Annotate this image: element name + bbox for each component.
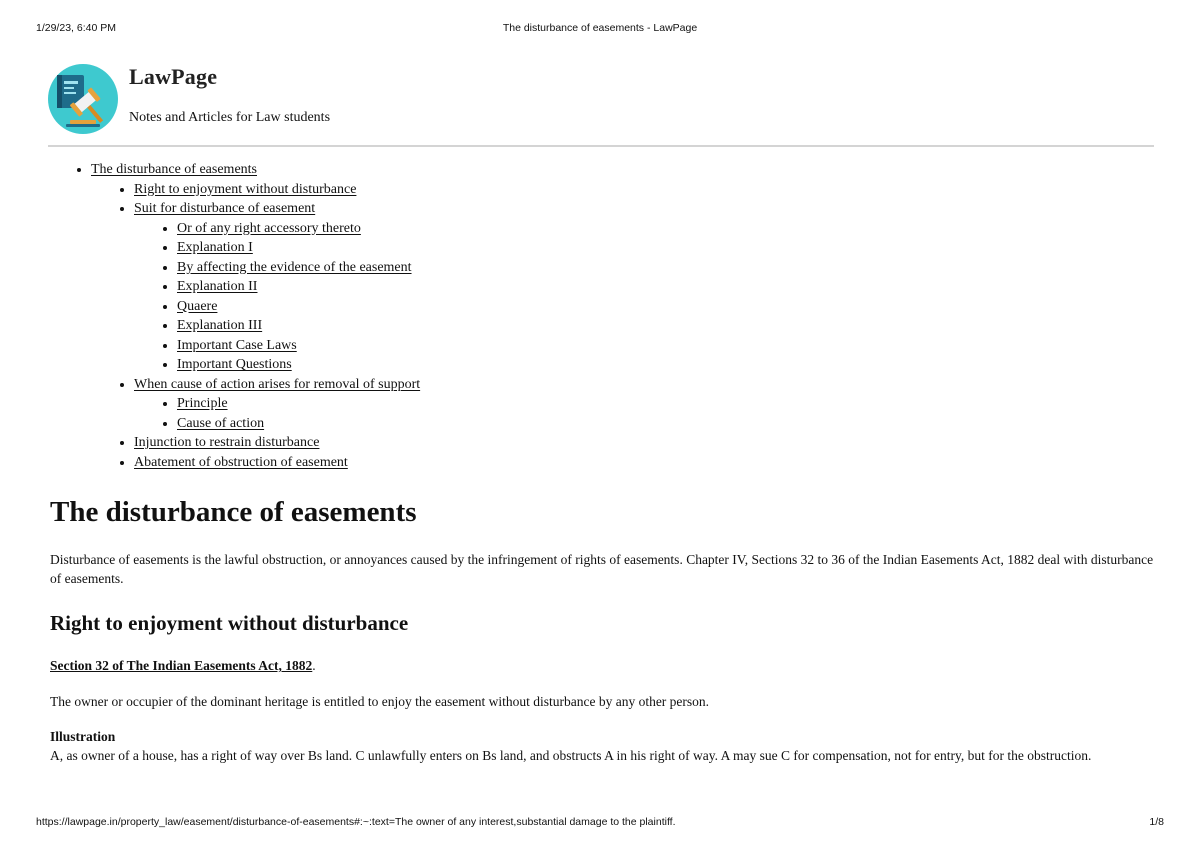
toc-sublink[interactable]: Important Case Laws [177, 337, 297, 353]
toc-sublink[interactable]: Explanation II [177, 279, 258, 294]
toc-item [134, 199, 420, 375]
toc-item [134, 433, 420, 453]
toc-sublink[interactable]: Or of any right accessory thereto [177, 220, 361, 236]
gavel-book-icon[interactable] [48, 64, 118, 134]
illustration-heading: Illustration [50, 729, 116, 744]
toc-item [134, 375, 420, 434]
print-url: https://lawpage.in/property_law/easement/disturbance-of-easements#:~:text=The owner of any interest,substantial damage to the plaintiff. [36, 816, 676, 828]
toc-link[interactable]: Suit for disturbance of easement [134, 201, 316, 216]
toc-link[interactable]: Right to enjoyment without disturbance [134, 181, 357, 197]
toc-subitem [177, 238, 420, 258]
site-title[interactable]: LawPage [129, 64, 218, 89]
header-divider [48, 145, 1154, 147]
section-reference [50, 656, 1154, 675]
toc-sublink[interactable]: Explanation III [177, 318, 263, 333]
article-content [50, 494, 1154, 765]
toc-link-root[interactable]: The disturbance of easements [91, 162, 257, 177]
toc-sublink[interactable]: Cause of action [177, 415, 265, 431]
toc-sublink[interactable]: Important Questions [177, 357, 292, 372]
toc-subitem [177, 414, 420, 434]
section-ref-suffix: . [312, 658, 316, 673]
toc-subitem [177, 277, 420, 297]
toc-item [134, 180, 420, 200]
toc-sublink[interactable]: Quaere [177, 298, 218, 314]
toc-link[interactable]: Abatement of obstruction of easement [134, 454, 348, 470]
toc-subitem [177, 297, 420, 317]
toc-subitem [177, 336, 420, 356]
site-tagline: Notes and Articles for Law students [129, 110, 331, 125]
toc-subitem [177, 355, 420, 375]
print-footer [36, 816, 1164, 830]
print-page-title: The disturbance of easements - LawPage [502, 22, 698, 34]
toc-link[interactable]: When cause of action arises for removal of support [134, 376, 421, 392]
toc-subitem [177, 316, 420, 336]
toc-subitem [177, 258, 420, 278]
print-datetime: 1/29/23, 6:40 PM [36, 22, 116, 34]
toc-link[interactable]: Injunction to restrain disturbance [134, 435, 320, 450]
section-paragraph: The owner or occupier of the dominant heritage is entitled to enjoy the easement without disturbance by any other person. [50, 694, 710, 709]
toc-sublink[interactable]: Principle [177, 396, 228, 411]
toc-sublink[interactable]: By affecting the evidence of the easement [177, 259, 412, 275]
print-header [36, 22, 1164, 36]
article-title: The disturbance of easements [50, 496, 417, 528]
section-heading: Right to enjoyment without disturbance [50, 611, 409, 635]
section-32-link[interactable]: Section 32 of The Indian Easements Act, 1882 [50, 658, 313, 673]
table-of-contents [48, 160, 420, 472]
toc-item [91, 160, 420, 472]
intro-paragraph: Disturbance of easements is the lawful obstruction, or annoyances caused by the infringement of rights of easements. Chapter IV, Sections 32 to 36 of the Indian Easements Act, 1882 deal with disturbance of easements. [50, 552, 1154, 586]
page-number: 1/8 [1149, 816, 1164, 828]
illustration-text: A, as owner of a house, has a right of way over Bs land. C unlawfully enters on Bs land, and obstructs A in his right of way. A may sue C for compensation, not for entry, but for the obstruction. [50, 748, 1092, 763]
toc-sublink[interactable]: Explanation I [177, 240, 253, 255]
toc-subitem [177, 219, 420, 239]
site-header [48, 64, 1154, 146]
toc-subitem [177, 394, 420, 414]
toc-item [134, 453, 420, 473]
